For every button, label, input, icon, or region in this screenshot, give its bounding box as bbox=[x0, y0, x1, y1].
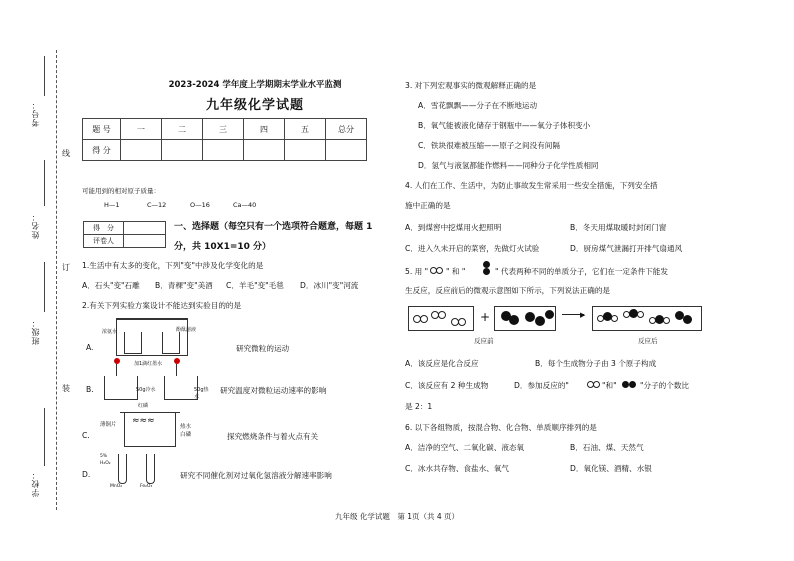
q3-stem: 3. 对下列宏观事实的微观解释正确的是 bbox=[405, 81, 537, 90]
q3-option-d[interactable]: D．氢气与液氢都能作燃料——同种分子化学性质相同 bbox=[418, 161, 599, 170]
q4-option-a[interactable]: A．到煤窖中挖煤用火把照明 bbox=[405, 223, 502, 232]
section1-title-b: 分，共 10X1=10 分） bbox=[174, 242, 272, 252]
name-blank[interactable] bbox=[44, 160, 45, 206]
q5-option-a[interactable]: A．该反应是化合反应 bbox=[405, 359, 479, 368]
q2-a-diagram bbox=[104, 318, 204, 356]
score-header-cell: 二 bbox=[162, 119, 203, 140]
q3-option-a[interactable]: A．雪花飘飘——分子在不断地运动 bbox=[418, 101, 538, 110]
q2-d-diagram bbox=[100, 448, 180, 488]
q2-c-label[interactable]: C. bbox=[82, 431, 90, 440]
q5-option-d-3: "分子的个数比 bbox=[640, 381, 690, 390]
q5-option-d-2: "和" bbox=[602, 381, 617, 390]
binding-zhuang: 装 bbox=[62, 384, 70, 393]
q2-a-ammonia-label: 浓氨水 bbox=[102, 329, 118, 335]
school-label: 学校： bbox=[31, 470, 40, 497]
grader-name-label: 评卷人 bbox=[84, 235, 124, 248]
q2-a-phenolphthalein-label: 酚酞溶液 bbox=[176, 327, 197, 333]
q5-reaction-diagram: + ▶ 反应前 反应后 bbox=[408, 306, 768, 346]
q2-c-copper-label: 薄铜片 bbox=[100, 422, 117, 428]
atomic-mass-title: 可能用到的相对原子质量： bbox=[82, 187, 160, 195]
q5-after-label: 反应后 bbox=[638, 337, 658, 345]
black-molecule-icon bbox=[481, 261, 493, 277]
q1-option-d[interactable]: D．冰川"变"河流 bbox=[300, 281, 359, 290]
q2-d-text: 研究不同催化剂对过氧化氢溶液分解速率影响 bbox=[180, 471, 332, 480]
q2-a-label[interactable]: A. bbox=[86, 343, 94, 352]
q6-option-d[interactable]: D．氧化镁、酒精、水银 bbox=[570, 464, 652, 473]
black-molecule-icon bbox=[622, 381, 638, 389]
school-blank[interactable] bbox=[44, 408, 45, 466]
q5-before-label: 反应前 bbox=[474, 337, 494, 345]
score-input-cell[interactable] bbox=[244, 140, 285, 161]
class-blank[interactable] bbox=[44, 262, 45, 312]
q1-option-c[interactable]: C．羊毛"变"毛毯 bbox=[226, 281, 284, 290]
q6-stem: 6. 以下各组物质，按混合物、化合物、单质顺序排列的是 bbox=[405, 423, 597, 432]
exam-number-label: 考号： bbox=[31, 100, 40, 127]
score-row-label: 得 分 bbox=[83, 140, 121, 161]
score-table bbox=[82, 118, 367, 161]
q6-option-a[interactable]: A．洁净的空气、二氧化碳、液态氧 bbox=[405, 443, 525, 452]
grader-score-label: 得 分 bbox=[84, 222, 124, 235]
binding-ding: 订 bbox=[62, 263, 70, 272]
class-label: 班级： bbox=[31, 318, 40, 345]
exam-number-blank[interactable] bbox=[44, 56, 45, 96]
grader-table bbox=[83, 221, 166, 248]
q2-c-white-phosphorus-label: 白磷 bbox=[180, 432, 192, 438]
atomic-mass-h: H—1 bbox=[104, 201, 120, 209]
q6-option-b[interactable]: B．石油、煤、天然气 bbox=[570, 443, 644, 452]
q4-option-b[interactable]: B．冬天用煤取暖时封闭门窗 bbox=[570, 223, 667, 232]
exam-title: 2023-2024 学年度上学期期末学业水平监测 bbox=[168, 80, 342, 90]
q5-option-d-4: 是 2：1 bbox=[405, 402, 433, 411]
q3-option-b[interactable]: B．氧气能被液化储存于钢瓶中——氧分子体积变小 bbox=[418, 121, 591, 130]
white-molecule-icon bbox=[587, 381, 601, 389]
q3-option-c[interactable]: C．铁块很难被压缩——原子之间没有间隔 bbox=[418, 141, 560, 150]
atomic-mass-o: O—16 bbox=[190, 201, 210, 209]
score-header-cell: 一 bbox=[121, 119, 162, 140]
atomic-mass-c: C—12 bbox=[147, 201, 167, 209]
page-footer: 九年级 化学试题 第 1页（共 4 页） bbox=[334, 512, 460, 521]
q4-stem-1: 4. 人们在工作、生活中，为防止事故发生常采用一些安全措施，下列安全措 bbox=[405, 181, 658, 190]
score-input-cell[interactable] bbox=[203, 140, 244, 161]
grader-name-cell[interactable] bbox=[124, 235, 166, 248]
q2-b-hot-label: 50g热水 bbox=[194, 387, 209, 400]
q2-d-label[interactable]: D. bbox=[82, 470, 91, 479]
q2-c-text: 探究燃烧条件与着火点有关 bbox=[227, 432, 319, 441]
q5-stem-1c: " 代表两种不同的单质分子，它们在一定条件下能发 bbox=[495, 267, 668, 276]
q2-b-dropper-icon bbox=[174, 358, 180, 364]
q2-b-label[interactable]: B. bbox=[86, 385, 94, 394]
q2-c-diagram: 红磷 ≈≈≈ 薄铜片 热水 白磷 bbox=[100, 402, 214, 450]
q2-d-conc-label: 5% bbox=[100, 454, 108, 459]
score-input-cell[interactable] bbox=[121, 140, 162, 161]
score-header-cell: 五 bbox=[285, 119, 326, 140]
q5-stem-1a: 5. 用 " bbox=[405, 267, 429, 276]
q1-stem: 1.生活中有太多的变化，下列"变"中涉及化学变化的是 bbox=[82, 261, 264, 270]
q1-option-a[interactable]: A．石头"变"石雕 bbox=[82, 281, 140, 290]
paper-title: 九年级化学试题 bbox=[205, 98, 304, 113]
q5-before-box-black bbox=[494, 306, 556, 331]
q2-b-red-ink-label: 加1滴红墨水 bbox=[134, 361, 163, 367]
binding-line bbox=[56, 50, 57, 510]
section1-title-a: 一、选择题（每空只有一个选项符合题意，每题 1 bbox=[174, 222, 373, 232]
q2-b-diagram bbox=[100, 358, 210, 400]
q2-c-hot-water-label: 热水 bbox=[180, 424, 192, 430]
name-label: 姓名： bbox=[31, 212, 40, 239]
q6-option-c[interactable]: C．冰水共存物、食盐水、氧气 bbox=[405, 464, 510, 473]
score-header-cell: 三 bbox=[203, 119, 244, 140]
q2-a-text: 研究微粒的运动 bbox=[236, 344, 290, 353]
q2-stem: 2.有关下列实验方案设计不能达到实验目的的是 bbox=[82, 301, 242, 310]
plus-icon: + bbox=[480, 310, 491, 324]
grader-score-cell[interactable] bbox=[124, 222, 166, 235]
q5-stem-2: 生反应，反应前后的微观示意图如下所示，下列说法正确的是 bbox=[405, 286, 611, 295]
q1-option-b[interactable]: B．青稞"变"美酒 bbox=[155, 281, 213, 290]
score-header-cell: 四 bbox=[244, 119, 285, 140]
score-input-cell[interactable] bbox=[326, 140, 367, 161]
q5-after-box bbox=[592, 306, 702, 331]
q5-stem-1b: " 和 " bbox=[446, 267, 466, 276]
white-molecule-icon bbox=[430, 267, 444, 275]
q2-d-fe2o3-label: Fe₂O₃ bbox=[140, 484, 153, 489]
score-input-cell[interactable] bbox=[162, 140, 203, 161]
q2-c-red-phosphorus-label: 红磷 bbox=[138, 403, 149, 409]
q2-d-h2o2-label: H₂O₂ bbox=[100, 461, 111, 466]
q2-b-dropper-icon bbox=[114, 358, 120, 364]
q5-before-box-white bbox=[408, 306, 474, 331]
q5-option-b[interactable]: B．每个生成物分子由 3 个原子构成 bbox=[535, 359, 657, 368]
q4-option-c[interactable]: C．进入久未开启的菜窖，先做灯火试验 bbox=[405, 244, 540, 253]
score-header-cell: 题 号 bbox=[83, 119, 121, 140]
score-input-cell[interactable] bbox=[285, 140, 326, 161]
q5-option-c[interactable]: C．该反应有 2 种生成物 bbox=[405, 381, 489, 390]
q2-b-cold-label: 50g冷水 bbox=[136, 387, 156, 393]
q5-option-d-1[interactable]: D．参加反应的" bbox=[514, 381, 569, 390]
q4-stem-2: 施中正确的是 bbox=[405, 201, 451, 210]
atomic-mass-ca: Ca—40 bbox=[233, 201, 257, 209]
score-header-cell: 总分 bbox=[326, 119, 367, 140]
q2-b-text: 研究温度对微粒运动速率的影响 bbox=[220, 386, 327, 395]
q2-d-mno2-label: MnO₂ bbox=[110, 484, 123, 489]
q4-option-d[interactable]: D．厨房煤气泄漏打开排气扇通风 bbox=[570, 244, 683, 253]
binding-xian: 线 bbox=[62, 149, 70, 158]
